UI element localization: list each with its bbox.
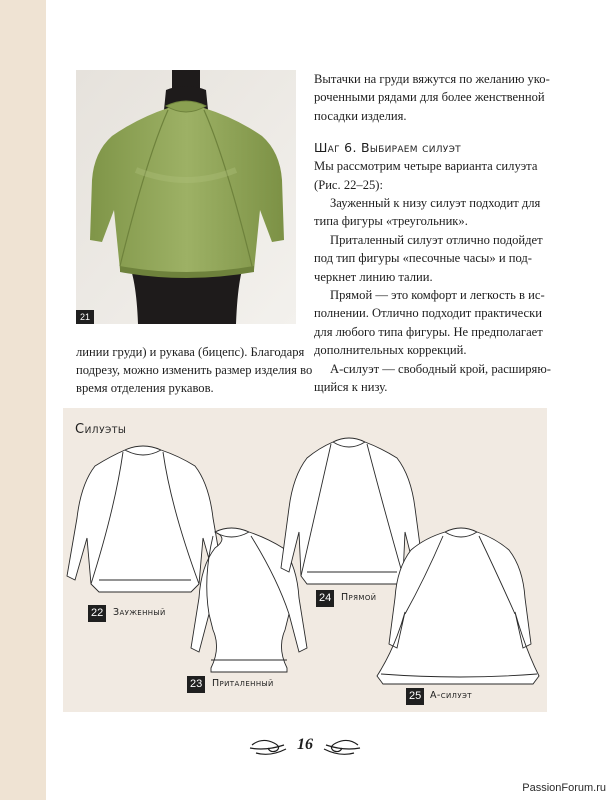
silhouette-number-badge: 23 xyxy=(187,676,205,693)
paragraph-a-line: А-силуэт — свободный крой, расширяю- щийся к низу. xyxy=(314,361,551,395)
silhouette-number-badge: 24 xyxy=(316,590,334,607)
silhouette-label: Зауженный xyxy=(113,607,166,618)
paragraph-fitted: Приталенный силуэт отлично подойдет под тип фигуры «песочные часы» и под- черкнет линию талии. xyxy=(314,232,543,284)
text-line: время отделения рукавов. xyxy=(76,381,214,395)
paragraph-straight: Прямой — это комфорт и легкость в ис- полнении. Отлично подходит практически для любого типа фигуры. Не предполагает дополнительных коррекций. xyxy=(314,288,545,358)
figure-number-badge: 21 xyxy=(76,310,94,324)
paragraph-tapered: Зауженный к низу силуэт подходит для типа фигуры «треугольник». xyxy=(314,196,541,229)
silhouette-label: А-силуэт xyxy=(430,690,472,701)
text-line: линии груди) и рукава (бицепс). Благодаря xyxy=(76,345,305,359)
sweater-photo xyxy=(76,70,296,324)
tapered-sweater-drawing xyxy=(67,446,223,592)
mannequin-illustration xyxy=(76,70,296,324)
step-heading: Шаг 6. Выбираем силуэт xyxy=(314,140,461,156)
silhouette-number-badge: 25 xyxy=(406,688,424,705)
straight-sweater-drawing xyxy=(281,438,423,584)
silhouettes-title: Силуэты xyxy=(75,422,127,437)
left-decorative-strip xyxy=(0,0,46,800)
right-column-text xyxy=(314,70,551,397)
silhouettes-panel xyxy=(63,408,547,712)
silhouette-label: Приталенный xyxy=(212,678,274,689)
page-number: 16 xyxy=(297,736,313,753)
silhouette-number-badge: 22 xyxy=(88,605,106,622)
silhouette-label: Прямой xyxy=(341,592,377,603)
text-line: подрезу, можно изменить размер изделия во xyxy=(76,363,313,377)
intro-paragraph: Вытачки на груди вяжутся по желанию уко- роченными рядами для более женственной посадки изделия. xyxy=(314,72,550,123)
watermark-text: PassionForum.ru xyxy=(522,782,606,794)
left-column-text xyxy=(76,343,313,397)
silhouette-drawings xyxy=(63,408,547,712)
paragraph-intro-variants: Мы рассмотрим четыре варианта силуэта (Рис. 22–25): xyxy=(314,159,538,192)
